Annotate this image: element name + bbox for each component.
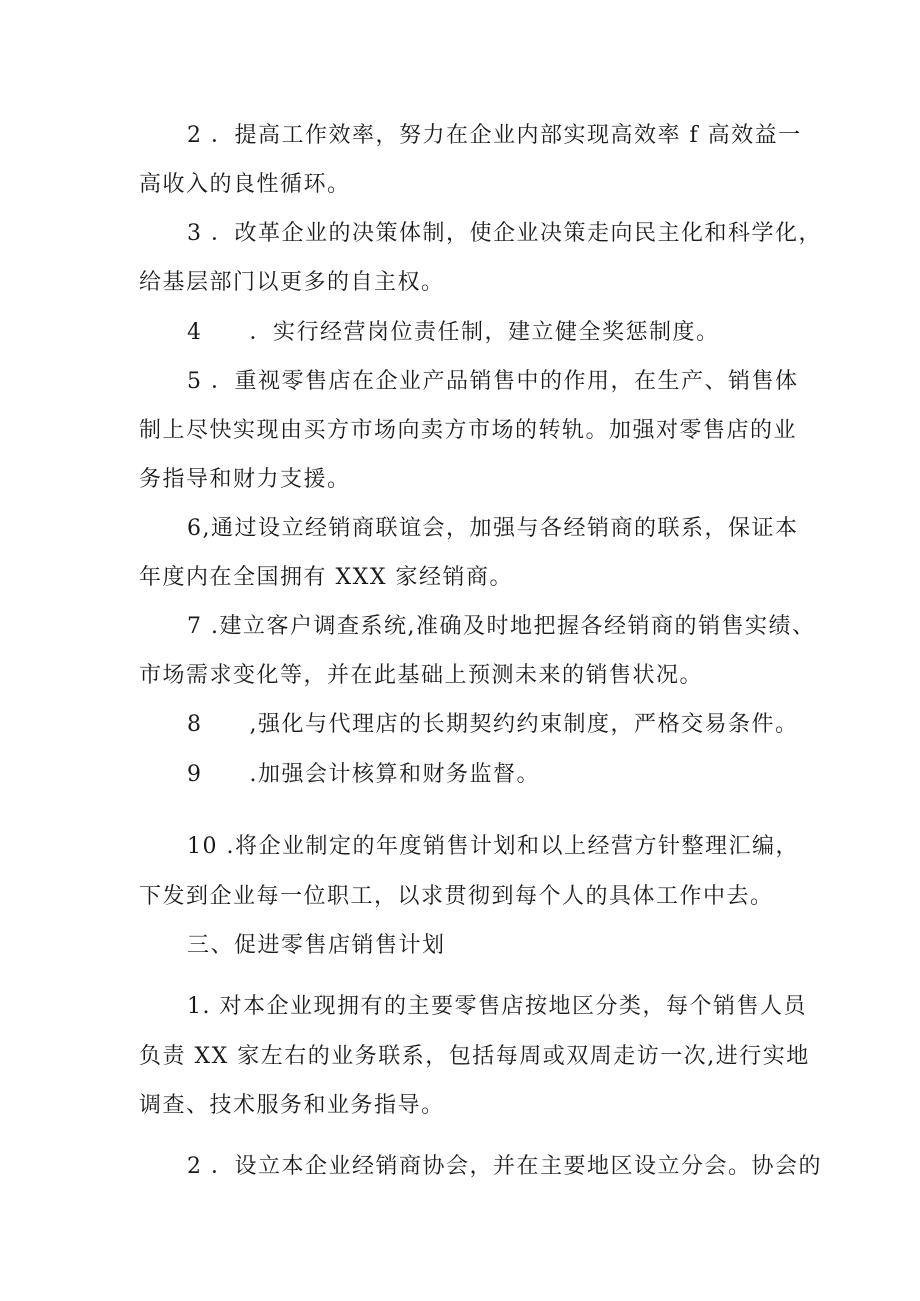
item-8-line-1: 8 ,强化与代理店的长期契约约束制度，严格交易条件。 [187,712,799,737]
item-5-line-2: 制上尽快实现由买方市场向卖方市场的转轨。加强对零售店的业 [139,418,798,443]
item-2-line-2: 高收入的良性循环。 [139,172,351,197]
item-10-line-2: 下发到企业每一位职工，以求贯彻到每个人的具体工作中去。 [139,884,774,909]
section-3-item-1-line-2: 负责 XX 家左右的业务联系，包括每周或双周走访一次,进行实地 [139,1044,810,1069]
item-5-line-3: 务指导和财力支援。 [139,467,351,492]
item-5-line-1: 5 ．重视零售店在企业产品销售中的作用，在生产、销售体 [187,369,799,394]
item-3-line-1: 3 ．改革企业的决策体制，使企业决策走向民主化和科学化， [187,221,822,246]
item-7-line-2: 市场需求变化等，并在此基础上预测未来的销售状况。 [139,663,704,688]
section-3-heading: 三、促进零售店销售计划 [187,933,446,958]
item-3-line-2: 给基层部门以更多的自主权。 [139,270,445,295]
section-3-item-1-line-1: 1. 对本企业现拥有的主要零售店按地区分类，每个销售人员 [187,994,807,1019]
section-3-item-2-line-1: 2 ．设立本企业经销商协会，并在主要地区设立分会。协会的 [187,1154,822,1179]
item-10-line-1: 10 .将企业制定的年度销售计划和以上经营方针整理汇编， [187,834,799,859]
item-6-line-2: 年度内在全国拥有 XXX 家经销商。 [139,565,513,590]
item-4-line-1: 4 ．实行经营岗位责任制，建立健全奖惩制度。 [187,320,720,345]
item-2-line-1: 2 ．提高工作效率，努力在企业内部实现高效率 f 高效益一 [187,123,802,148]
item-7-line-1: 7 .建立客户调查系统,准确及时地把握各经销商的销售实绩、 [187,614,816,639]
item-9-line-1: 9 .加强会计核算和财务监督。 [187,762,540,787]
item-6-line-1: 6,通过设立经销商联谊会，加强与各经销商的联系，保证本 [187,516,799,541]
section-3-item-1-line-3: 调查、技术服务和业务指导。 [139,1093,445,1118]
